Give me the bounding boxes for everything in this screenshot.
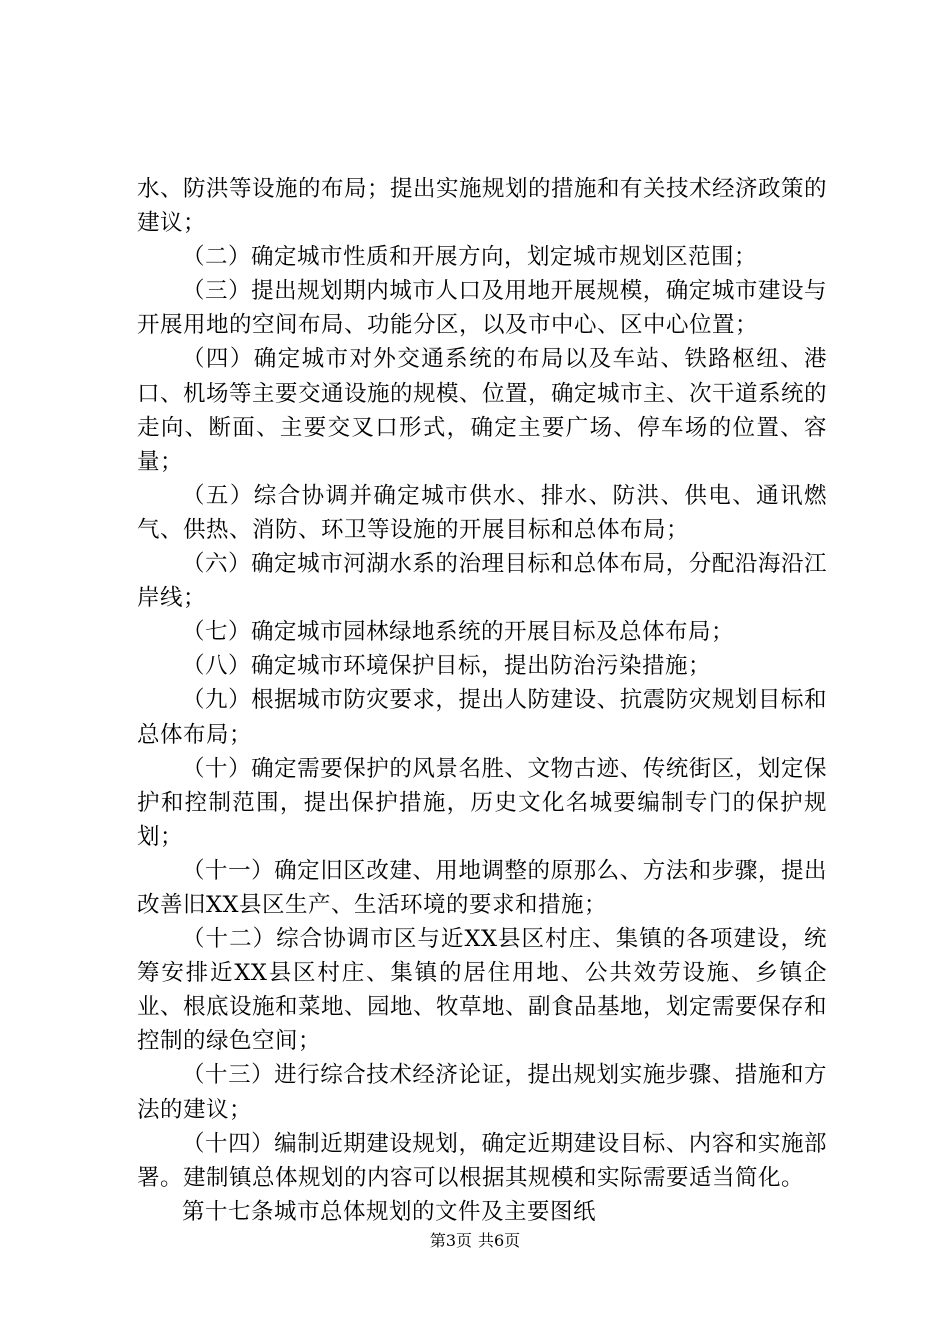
paragraph-13: （十三）进行综合技术经济论证，提出规划实施步骤、措施和方法的建议； <box>137 1062 827 1123</box>
paragraph-3: （三）提出规划期内城市人口及用地开展规模，确定城市建设与开展用地的空间布局、功能分区，以及市中心、区中心位置； <box>137 278 827 339</box>
paragraph-5: （五）综合协调并确定城市供水、排水、防洪、供电、通讯燃气、供热、消防、环卫等设施的开展目标和总体布局； <box>137 482 827 543</box>
paragraph-12: （十二）综合协调市区与近XX县区村庄、集镇的各项建设，统筹安排近XX县区村庄、集镇的居住用地、公共效劳设施、乡镇企业、根底设施和菜地、园地、牧草地、副食品基地，划定需要保存和控制的绿色空间； <box>137 926 828 1055</box>
paragraph-4: （四）确定城市对外交通系统的布局以及车站、铁路枢纽、港口、机场等主要交通设施的规模、位置，确定城市主、次干道系统的走向、断面、主要交叉口形式，确定主要广场、停车场的位置、容量； <box>137 346 828 475</box>
paragraph-6: （六）确定城市河湖水系的治理目标和总体布局，分配沿海沿江岸线； <box>137 551 827 612</box>
paragraph-2: （二）确定城市性质和开展方向，划定城市规划区范围； <box>182 244 758 271</box>
paragraph-7: （七）确定城市园林绿地系统的开展目标及总体布局； <box>182 619 735 646</box>
paragraph-8: （八）确定城市环境保护目标，提出防治污染措施； <box>182 653 712 680</box>
document-body <box>137 172 827 1229</box>
page-total: 共6页 <box>478 1231 521 1250</box>
paragraph-9: （九）根据城市防灾要求，提出人防建设、抗震防灾规划目标和总体布局； <box>137 687 827 748</box>
page-number: 第3页 <box>429 1231 472 1250</box>
page-footer <box>0 1231 950 1251</box>
paragraph-1: 水、防洪等设施的布局；提出实施规划的措施和有关技术经济政策的建议； <box>137 176 828 237</box>
paragraph-11: （十一）确定旧区改建、用地调整的原那么、方法和步骤，提出改善旧XX县区生产、生活环境的要求和措施； <box>137 857 827 918</box>
paragraph-10: （十）确定需要保护的风景名胜、文物古迹、传统街区，划定保护和控制范围，提出保护措施，历史文化名城要编制专门的保护规划； <box>137 755 827 850</box>
article-heading: 第十七条城市总体规划的文件及主要图纸 <box>182 1198 597 1225</box>
paragraph-14: （十四）编制近期建设规划，确定近期建设目标、内容和实施部署。建制镇总体规划的内容可以根据其规模和实际需要适当简化。 <box>137 1130 827 1191</box>
